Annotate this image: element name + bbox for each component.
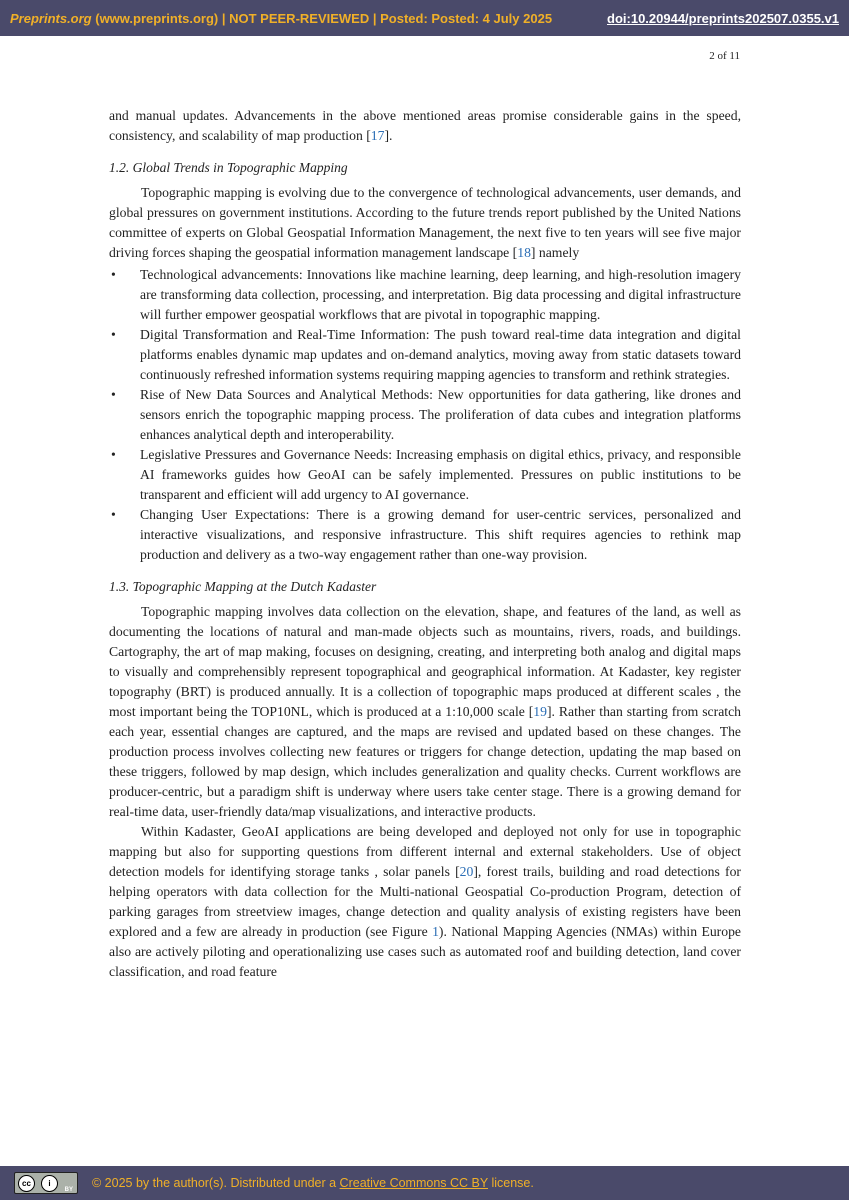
bullet-list	[109, 265, 741, 565]
header-info	[10, 11, 552, 26]
bullet-icon: •	[111, 267, 116, 282]
creative-commons-icon: cc	[18, 1175, 35, 1192]
citation-link[interactable]: 18	[517, 245, 531, 260]
bullet-icon: •	[111, 507, 116, 522]
bullet-icon: •	[111, 327, 116, 342]
section-heading: 1.2. Global Trends in Topographic Mapping	[109, 160, 348, 175]
cc-by-badge[interactable]	[14, 1172, 78, 1194]
header-status: (www.preprints.org) | NOT PEER-REVIEWED | Posted: Posted: 4 July 2025	[91, 10, 553, 26]
list-item: • Legislative Pressures and Governance Needs: Increasing emphasis on digital ethics, privacy, and responsible AI frameworks guides how GeoAI can be safely implemented. Pressures on public institutions to be transparent and efficient will add urgency to AI governance.	[111, 447, 741, 502]
attribution-icon: i	[41, 1175, 58, 1192]
bullet-icon: •	[111, 387, 116, 402]
list-item: • Technological advancements: Innovations like machine learning, deep learning, and high-resolution imagery are transforming data collection, processing, and interpretation. Big data processing and digital infrastructure will further empower geospatial workflows that are pivotal in topographic mapping.	[111, 267, 741, 322]
by-label: BY	[64, 1187, 73, 1193]
license-link[interactable]: Creative Commons CC BY	[339, 1176, 488, 1190]
article-body	[109, 106, 741, 982]
citation-link[interactable]: 19	[533, 704, 547, 719]
list-item: • Rise of New Data Sources and Analytical Methods: New opportunities for data gathering, like drones and sensors enrich the topographic mapping process. The proliferation of data cubes and integration platforms enhances analytical depth and interoperability.	[111, 387, 741, 442]
paragraph: Topographic mapping involves data collection on the elevation, shape, and features of the land, as well as documenting the locations of natural and man-made objects such as mountains, rivers, roads, and buildings. Cartography, the art of map making, focuses on designing, creating, and interpreting both analog and digital maps to visually and comprehensibly represent topographical and geographical information. At Kadaster, key register topography (BRT) is produced annually. It is a collection of topographic maps produced at different scales , the most important being the TOP10NL, which is produced at a 1:10,000 scale [19]. Rather than starting from scratch each year, essential changes are captured, and the maps are revised and updated based on these changes. The production process involves collecting new features or triggers for change detection, updating the map based on these triggers, followed by map design, which includes generalization and quality checks. Current workflows are producer-centric, but a paradigm shift is underway where users take center stage. There is a growing demand for real-time data, user-friendly data/map visualizations, and interactive products.	[109, 604, 741, 819]
citation-link[interactable]: 20	[459, 864, 474, 879]
paragraph: Within Kadaster, GeoAI applications are being developed and deployed not only for use in topographic mapping but also for supporting questions from different internal and external stakeholders. Use of object detection models for identifying storage tanks , solar panels [20], forest trails, building and road detections for helping operators with data collection for the Multi-national Geospatial Co-production Program, detection of parking garages from streetview images, change detection and quality analysis of existing registers have been explored and a few are already in production (see Figure 1). National Mapping Agencies (NMAs) within Europe also are actively piloting and operationalizing use cases such as automated roof and building detection, land cover classification, and road feature	[109, 824, 741, 979]
paragraph: and manual updates. Advancements in the above mentioned areas promise considerable gains in the speed, consistency, and scalability of map production [17].	[109, 108, 741, 143]
citation-link[interactable]: 17	[370, 128, 385, 143]
figure-link[interactable]: 1	[432, 924, 439, 939]
page-number: 2 of 11	[709, 50, 740, 62]
license-footer	[0, 1166, 849, 1200]
doi-link[interactable]: doi:10.20944/preprints202507.0355.v1	[607, 10, 839, 26]
list-item: • Digital Transformation and Real-Time Information: The push toward real-time data integration and digital platforms enables dynamic map updates and on-demand analytics, moving away from static datasets toward continuously refreshed information systems requiring mapping agencies to transform and rethink strategies.	[111, 327, 741, 382]
section-heading: 1.3. Topographic Mapping at the Dutch Kadaster	[109, 579, 377, 594]
bullet-icon: •	[111, 447, 116, 462]
list-item: • Changing User Expectations: There is a growing demand for user-centric services, personalized and interactive visualizations, and responsive infrastructure. This shift requires agencies to rethink map production and delivery as a two-way engagement rather than one-way provision.	[111, 507, 741, 562]
brand-name[interactable]: Preprints.org	[10, 10, 92, 26]
paragraph: Topographic mapping is evolving due to the convergence of technological advancements, user demands, and global pressures on government institutions. According to the future trends report published by the United Nations committee of experts on Global Geospatial Information Management, the next five to ten years will see five major driving forces shaping the geospatial information management landscape [18] namely	[109, 185, 741, 260]
preprint-header-bar	[0, 0, 849, 36]
license-text: © 2025 by the author(s). Distributed under a Creative Commons CC BY license.	[92, 1176, 534, 1190]
